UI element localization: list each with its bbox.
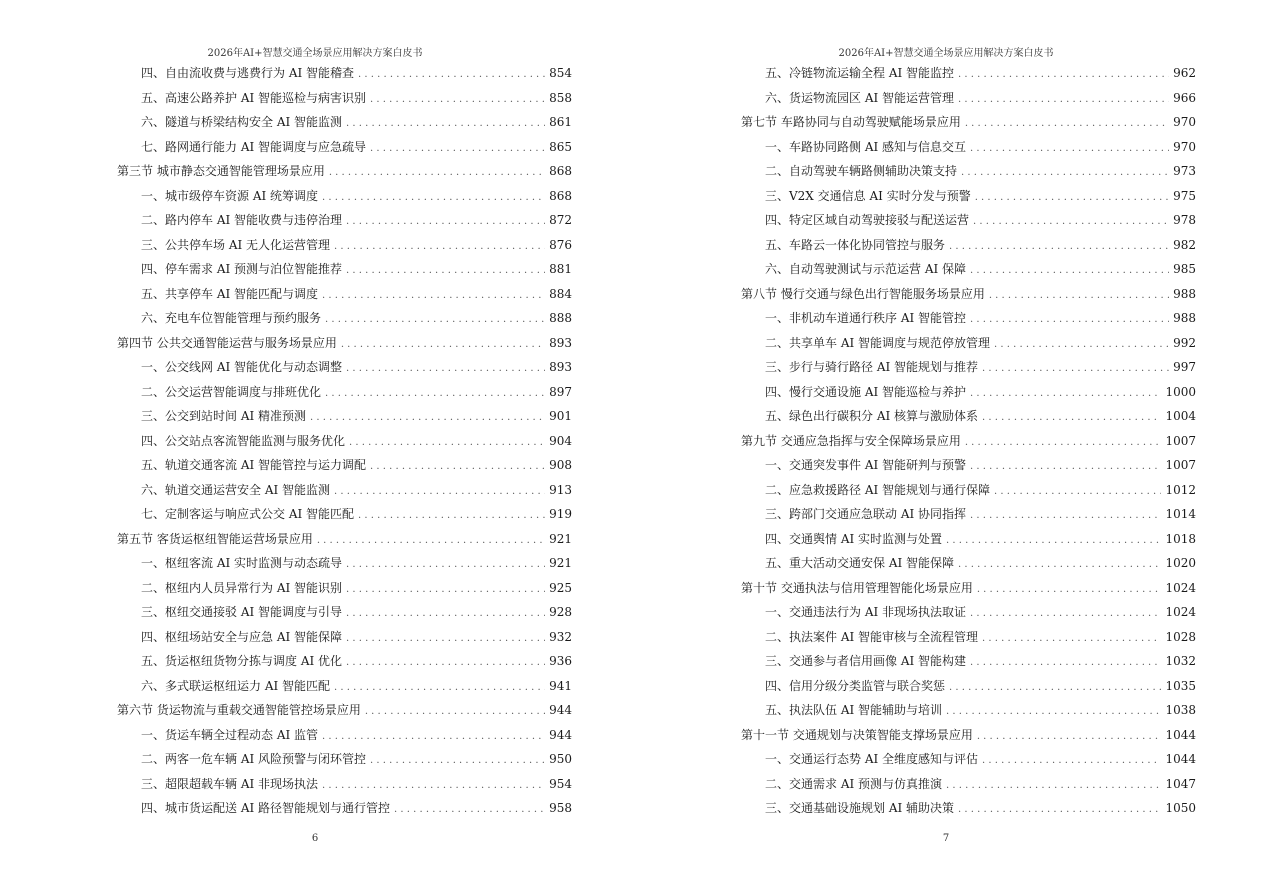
page-header: 2026年AI+智慧交通全场景应用解决方案白皮书: [838, 48, 1054, 59]
toc-entry-title: 四、特定区域自动驾驶接驳与配送运营: [765, 213, 970, 227]
toc-list: [117, 61, 572, 821]
toc-subsection-entry[interactable]: [741, 478, 1196, 503]
toc-subsection-entry[interactable]: [117, 772, 572, 797]
toc-subsection-entry[interactable]: [741, 772, 1196, 797]
toc-entry-title: 二、路内停车 AI 智能收费与违停治理: [141, 213, 343, 227]
toc-dot-leader: [970, 259, 1169, 284]
toc-entry-page: 962: [1173, 66, 1196, 80]
toc-dot-leader: [358, 63, 545, 88]
toc-subsection-entry[interactable]: [117, 61, 572, 86]
toc-entry-title: 七、路网通行能力 AI 智能调度与应急疏导: [141, 139, 367, 154]
toc-dot-leader: [349, 431, 545, 456]
toc-dot-leader: [970, 137, 1169, 162]
toc-entry-page: 1050: [1165, 801, 1196, 815]
toc-entry-page: 1014: [1165, 507, 1196, 521]
toc-dot-leader: [346, 210, 545, 235]
toc-entry-page: 1044: [1165, 727, 1196, 742]
toc-entry-page: 975: [1173, 188, 1196, 203]
toc-section-entry[interactable]: [741, 576, 1196, 601]
toc-subsection-entry[interactable]: [117, 453, 572, 478]
toc-entry-page: 970: [1173, 139, 1196, 154]
toc-dot-leader: [965, 112, 1169, 137]
toc-subsection-entry[interactable]: [117, 110, 572, 135]
toc-subsection-entry[interactable]: [741, 600, 1196, 625]
toc-entry-page: 893: [549, 335, 572, 350]
toc-dot-leader: [310, 406, 545, 431]
toc-entry-page: 919: [549, 507, 572, 521]
toc-subsection-entry[interactable]: [741, 674, 1196, 699]
toc-entry-title: 第八节 慢行交通与绿色出行智能服务场景应用: [741, 286, 985, 301]
toc-section-entry[interactable]: [741, 723, 1196, 748]
toc-entry-title: 二、共享单车 AI 智能调度与规范停放管理: [765, 335, 991, 350]
toc-dot-leader: [949, 676, 1161, 701]
toc-dot-leader: [346, 553, 545, 578]
toc-entry-title: 二、自动驾驶车辆路侧辅助决策支持: [765, 164, 958, 178]
toc-entry-title: 一、公交线网 AI 智能优化与动态调整: [141, 360, 343, 374]
toc-entry-title: 二、应急救援路径 AI 智能规划与通行保障: [765, 482, 991, 497]
toc-subsection-entry[interactable]: [117, 600, 572, 625]
toc-entry-page: 988: [1173, 286, 1196, 301]
toc-entry-page: 904: [549, 433, 572, 448]
toc-entry-page: 925: [549, 580, 572, 595]
toc-subsection-entry[interactable]: [117, 380, 572, 405]
page-number: 7: [942, 833, 950, 844]
toc-subsection-entry[interactable]: [117, 576, 572, 601]
toc-entry-page: 1044: [1165, 752, 1196, 766]
toc-entry-page: 868: [549, 188, 572, 203]
toc-dot-leader: [975, 186, 1169, 211]
toc-entry-title: 四、慢行交通设施 AI 智能巡检与养护: [765, 384, 967, 399]
toc-subsection-entry[interactable]: [741, 257, 1196, 282]
toc-dot-leader: [970, 651, 1161, 676]
toc-dot-leader: [965, 431, 1162, 456]
toc-entry-title: 一、枢纽客流 AI 实时监测与动态疏导: [141, 556, 343, 570]
toc-entry-page: 888: [549, 311, 572, 325]
toc-dot-leader: [982, 357, 1169, 382]
toc-entry-title: 第十节 交通执法与信用管理智能化场景应用: [741, 580, 973, 595]
toc-entry-title: 三、公交到站时间 AI 精准预测: [141, 409, 307, 423]
toc-subsection-entry[interactable]: [117, 747, 572, 772]
toc-subsection-entry[interactable]: [117, 478, 572, 503]
toc-entry-title: 一、城市级停车资源 AI 统筹调度: [141, 188, 319, 203]
toc-entry-title: 一、非机动车道通行秩序 AI 智能管控: [765, 311, 967, 325]
toc-entry-page: 970: [1173, 115, 1196, 129]
toc-entry-title: 第九节 交通应急指挥与安全保障场景应用: [741, 433, 961, 448]
toc-dot-leader: [982, 406, 1161, 431]
toc-subsection-entry[interactable]: [117, 404, 572, 429]
toc-entry-page: 1024: [1165, 605, 1196, 619]
toc-subsection-entry[interactable]: [741, 649, 1196, 674]
toc-entry-page: 913: [549, 482, 572, 497]
toc-subsection-entry[interactable]: [741, 61, 1196, 86]
toc-subsection-entry[interactable]: [741, 796, 1196, 821]
toc-dot-leader: [322, 284, 545, 309]
toc-entry-title: 三、交通参与者信用画像 AI 智能构建: [765, 654, 967, 668]
toc-dot-leader: [982, 627, 1161, 652]
toc-section-entry[interactable]: [117, 698, 572, 723]
toc-dot-leader: [946, 700, 1161, 725]
toc-dot-leader: [958, 88, 1169, 113]
toc-dot-leader: [341, 333, 545, 358]
toc-entry-page: 921: [549, 556, 572, 570]
toc-dot-leader: [958, 553, 1161, 578]
toc-dot-leader: [970, 308, 1169, 333]
toc-entry-title: 五、车路云一体化协同管控与服务: [765, 237, 946, 252]
toc-entry-page: 954: [549, 776, 572, 791]
toc-entry-title: 第三节 城市静态交通智能管理场景应用: [117, 164, 325, 178]
toc-subsection-entry[interactable]: [741, 747, 1196, 772]
toc-entry-title: 五、重大活动交通安保 AI 智能保障: [765, 556, 955, 570]
toc-subsection-entry[interactable]: [117, 257, 572, 282]
toc-entry-title: 六、轨道交通运营安全 AI 智能监测: [141, 482, 331, 497]
toc-subsection-entry[interactable]: [117, 86, 572, 111]
toc-subsection-entry[interactable]: [741, 184, 1196, 209]
toc-entry-page: 1000: [1165, 384, 1196, 399]
toc-dot-leader: [346, 651, 545, 676]
toc-entry-title: 二、执法案件 AI 智能审核与全流程管理: [765, 629, 979, 644]
toc-dot-leader: [322, 725, 545, 750]
toc-entry-page: 982: [1173, 237, 1196, 252]
toc-subsection-entry[interactable]: [741, 551, 1196, 576]
toc-subsection-entry[interactable]: [117, 306, 572, 331]
toc-entry-title: 六、货运物流园区 AI 智能运营管理: [765, 90, 955, 105]
toc-dot-leader: [325, 308, 545, 333]
toc-dot-leader: [958, 63, 1169, 88]
toc-subsection-entry[interactable]: [741, 453, 1196, 478]
toc-entry-page: 1035: [1165, 678, 1196, 693]
toc-entry-title: 六、充电车位智能管理与预约服务: [141, 311, 322, 325]
toc-dot-leader: [346, 627, 545, 652]
toc-dot-leader: [358, 504, 545, 529]
toc-subsection-entry[interactable]: [117, 282, 572, 307]
toc-entry-page: 893: [549, 360, 572, 374]
toc-entry-page: 936: [549, 654, 572, 668]
toc-dot-leader: [982, 749, 1161, 774]
toc-entry-title: 五、高速公路养护 AI 智能巡检与病害识别: [141, 90, 367, 105]
toc-dot-leader: [317, 529, 545, 554]
toc-entry-page: 1007: [1165, 458, 1196, 472]
toc-entry-page: 1047: [1165, 776, 1196, 791]
toc-entry-title: 六、自动驾驶测试与示范运营 AI 保障: [765, 262, 967, 276]
toc-entry-page: 858: [549, 90, 572, 105]
toc-dot-leader: [370, 88, 545, 113]
toc-entry-page: 1018: [1165, 531, 1196, 546]
toc-subsection-entry[interactable]: [741, 233, 1196, 258]
toc-subsection-entry[interactable]: [741, 380, 1196, 405]
page-left: [0, 0, 630, 895]
toc-entry-page: 872: [549, 213, 572, 227]
toc-dot-leader: [970, 455, 1161, 480]
toc-subsection-entry[interactable]: [741, 502, 1196, 527]
toc-subsection-entry[interactable]: [741, 404, 1196, 429]
toc-dot-leader: [970, 602, 1161, 627]
toc-subsection-entry[interactable]: [117, 625, 572, 650]
toc-dot-leader: [334, 676, 545, 701]
toc-subsection-entry[interactable]: [117, 551, 572, 576]
page-right: [631, 0, 1261, 895]
toc-entry-page: 988: [1173, 311, 1196, 325]
toc-entry-page: 1032: [1165, 654, 1196, 668]
toc-subsection-entry[interactable]: [117, 429, 572, 454]
toc-entry-title: 二、两客一危车辆 AI 风险预警与闭环管控: [141, 752, 367, 766]
toc-entry-title: 一、货运车辆全过程动态 AI 监管: [141, 727, 319, 742]
toc-dot-leader: [394, 798, 545, 823]
toc-dot-leader: [946, 529, 1161, 554]
toc-entry-page: 992: [1173, 335, 1196, 350]
toc-subsection-entry[interactable]: [741, 625, 1196, 650]
toc-subsection-entry[interactable]: [741, 135, 1196, 160]
toc-entry-page: 908: [549, 458, 572, 472]
toc-entry-title: 第六节 货运物流与重载交通智能管控场景应用: [117, 703, 361, 717]
toc-dot-leader: [329, 161, 545, 186]
toc-subsection-entry[interactable]: [117, 208, 572, 233]
toc-entry-page: 921: [549, 531, 572, 546]
toc-entry-title: 三、枢纽交通接驳 AI 智能调度与引导: [141, 605, 343, 619]
toc-subsection-entry[interactable]: [117, 723, 572, 748]
toc-entry-page: 868: [549, 164, 572, 178]
toc-list: [741, 61, 1196, 821]
toc-entry-title: 第四节 公共交通智能运营与服务场景应用: [117, 335, 337, 350]
toc-entry-page: 1020: [1165, 556, 1196, 570]
toc-entry-title: 第五节 客货运枢纽智能运营场景应用: [117, 531, 313, 546]
toc-dot-leader: [334, 480, 545, 505]
toc-subsection-entry[interactable]: [117, 502, 572, 527]
toc-dot-leader: [989, 284, 1169, 309]
toc-dot-leader: [946, 774, 1161, 799]
toc-dot-leader: [958, 798, 1161, 823]
toc-subsection-entry[interactable]: [741, 331, 1196, 356]
toc-entry-title: 四、枢纽场站安全与应急 AI 智能保障: [141, 629, 343, 644]
toc-dot-leader: [961, 161, 1169, 186]
toc-section-entry[interactable]: [117, 527, 572, 552]
toc-dot-leader: [334, 235, 545, 260]
toc-entry-title: 一、交通突发事件 AI 智能研判与预警: [765, 458, 967, 472]
toc-entry-title: 四、交通舆情 AI 实时监测与处置: [765, 531, 943, 546]
toc-entry-page: 978: [1173, 213, 1196, 227]
toc-entry-page: 881: [549, 262, 572, 276]
toc-subsection-entry[interactable]: [117, 796, 572, 821]
toc-section-entry[interactable]: [117, 331, 572, 356]
toc-subsection-entry[interactable]: [117, 135, 572, 160]
toc-dot-leader: [346, 259, 545, 284]
toc-entry-page: 944: [549, 703, 572, 717]
toc-entry-title: 五、冷链物流运输全程 AI 智能监控: [765, 66, 955, 80]
toc-dot-leader: [370, 455, 545, 480]
toc-subsection-entry[interactable]: [117, 649, 572, 674]
toc-dot-leader: [365, 700, 545, 725]
toc-subsection-entry[interactable]: [117, 233, 572, 258]
toc-section-entry[interactable]: [117, 159, 572, 184]
toc-entry-title: 三、超限超载车辆 AI 非现场执法: [141, 776, 319, 791]
toc-entry-title: 三、交通基础设施规划 AI 辅助决策: [765, 801, 955, 815]
toc-section-entry[interactable]: [741, 282, 1196, 307]
toc-entry-page: 950: [549, 752, 572, 766]
toc-dot-leader: [994, 333, 1169, 358]
toc-dot-leader: [970, 382, 1161, 407]
toc-entry-page: 966: [1173, 90, 1196, 105]
toc-dot-leader: [977, 725, 1162, 750]
toc-subsection-entry[interactable]: [741, 527, 1196, 552]
toc-entry-title: 第十一节 交通规划与决策智能支撑场景应用: [741, 727, 973, 742]
toc-entry-title: 六、多式联运枢纽运力 AI 智能匹配: [141, 678, 331, 693]
toc-entry-title: 六、隧道与桥梁结构安全 AI 智能监测: [141, 115, 343, 129]
toc-entry-title: 一、交通违法行为 AI 非现场执法取证: [765, 605, 967, 619]
toc-section-entry[interactable]: [741, 110, 1196, 135]
toc-entry-title: 三、跨部门交通应急联动 AI 协同指挥: [765, 507, 967, 521]
toc-dot-leader: [346, 578, 545, 603]
toc-section-entry[interactable]: [741, 429, 1196, 454]
toc-entry-page: 985: [1173, 262, 1196, 276]
toc-subsection-entry[interactable]: [117, 184, 572, 209]
toc-entry-title: 二、公交运营智能调度与排班优化: [141, 384, 322, 399]
toc-entry-title: 四、公交站点客流智能监测与服务优化: [141, 433, 346, 448]
toc-entry-title: 五、货运枢纽货物分拣与调度 AI 优化: [141, 654, 343, 668]
toc-entry-page: 1038: [1165, 703, 1196, 717]
toc-dot-leader: [973, 210, 1169, 235]
toc-subsection-entry[interactable]: [741, 86, 1196, 111]
toc-entry-title: 五、执法队伍 AI 智能辅助与培训: [765, 703, 943, 717]
toc-entry-page: 941: [549, 678, 572, 693]
toc-dot-leader: [322, 774, 545, 799]
toc-entry-page: 1007: [1165, 433, 1196, 448]
toc-dot-leader: [970, 504, 1161, 529]
toc-entry-page: 944: [549, 727, 572, 742]
toc-entry-title: 二、交通需求 AI 预测与仿真推演: [765, 776, 943, 791]
toc-dot-leader: [370, 749, 545, 774]
toc-subsection-entry[interactable]: [117, 674, 572, 699]
toc-entry-title: 七、定制客运与响应式公交 AI 智能匹配: [141, 507, 355, 521]
toc-dot-leader: [949, 235, 1169, 260]
toc-entry-title: 四、城市货运配送 AI 路径智能规划与通行管控: [141, 801, 391, 815]
toc-entry-title: 四、自由流收费与逃费行为 AI 智能稽查: [141, 66, 355, 80]
toc-entry-page: 932: [549, 629, 572, 644]
toc-entry-page: 901: [549, 409, 572, 423]
toc-dot-leader: [322, 186, 545, 211]
toc-subsection-entry[interactable]: [117, 355, 572, 380]
toc-dot-leader: [370, 137, 545, 162]
toc-dot-leader: [325, 382, 545, 407]
toc-subsection-entry[interactable]: [741, 355, 1196, 380]
toc-entry-title: 三、步行与骑行路径 AI 智能规划与推荐: [765, 360, 979, 374]
toc-entry-page: 1024: [1165, 580, 1196, 595]
toc-entry-page: 928: [549, 605, 572, 619]
toc-entry-page: 973: [1173, 164, 1196, 178]
toc-entry-page: 876: [549, 237, 572, 252]
toc-subsection-entry[interactable]: [741, 698, 1196, 723]
toc-entry-title: 三、V2X 交通信息 AI 实时分发与预警: [765, 188, 971, 203]
toc-entry-page: 1004: [1165, 409, 1196, 423]
toc-entry-title: 五、绿色出行碳积分 AI 核算与激励体系: [765, 409, 979, 423]
toc-dot-leader: [346, 112, 545, 137]
page-number: 6: [311, 833, 319, 844]
toc-entry-page: 1012: [1165, 482, 1196, 497]
toc-entry-page: 854: [549, 66, 572, 80]
toc-entry-page: 861: [549, 115, 572, 129]
toc-dot-leader: [994, 480, 1161, 505]
toc-entry-page: 884: [549, 286, 572, 301]
toc-entry-title: 三、公共停车场 AI 无人化运营管理: [141, 237, 331, 252]
toc-entry-title: 四、信用分级分类监管与联合奖惩: [765, 678, 946, 693]
toc-entry-title: 四、停车需求 AI 预测与泊位智能推荐: [141, 262, 343, 276]
toc-subsection-entry[interactable]: [741, 159, 1196, 184]
toc-entry-page: 897: [549, 384, 572, 399]
toc-entry-page: 865: [549, 139, 572, 154]
toc-entry-title: 五、轨道交通客流 AI 智能管控与运力调配: [141, 458, 367, 472]
toc-subsection-entry[interactable]: [741, 306, 1196, 331]
toc-dot-leader: [346, 357, 545, 382]
toc-entry-title: 第七节 车路协同与自动驾驶赋能场景应用: [741, 115, 961, 129]
toc-entry-title: 一、车路协同路侧 AI 感知与信息交互: [765, 139, 967, 154]
toc-entry-title: 五、共享停车 AI 智能匹配与调度: [141, 286, 319, 301]
toc-subsection-entry[interactable]: [741, 208, 1196, 233]
toc-entry-page: 997: [1173, 360, 1196, 374]
toc-entry-title: 一、交通运行态势 AI 全维度感知与评估: [765, 752, 979, 766]
toc-entry-page: 958: [549, 801, 572, 815]
page-header: 2026年AI+智慧交通全场景应用解决方案白皮书: [207, 48, 423, 59]
toc-dot-leader: [346, 602, 545, 627]
toc-entry-page: 1028: [1165, 629, 1196, 644]
toc-entry-title: 二、枢纽内人员异常行为 AI 智能识别: [141, 580, 343, 595]
toc-dot-leader: [977, 578, 1162, 603]
